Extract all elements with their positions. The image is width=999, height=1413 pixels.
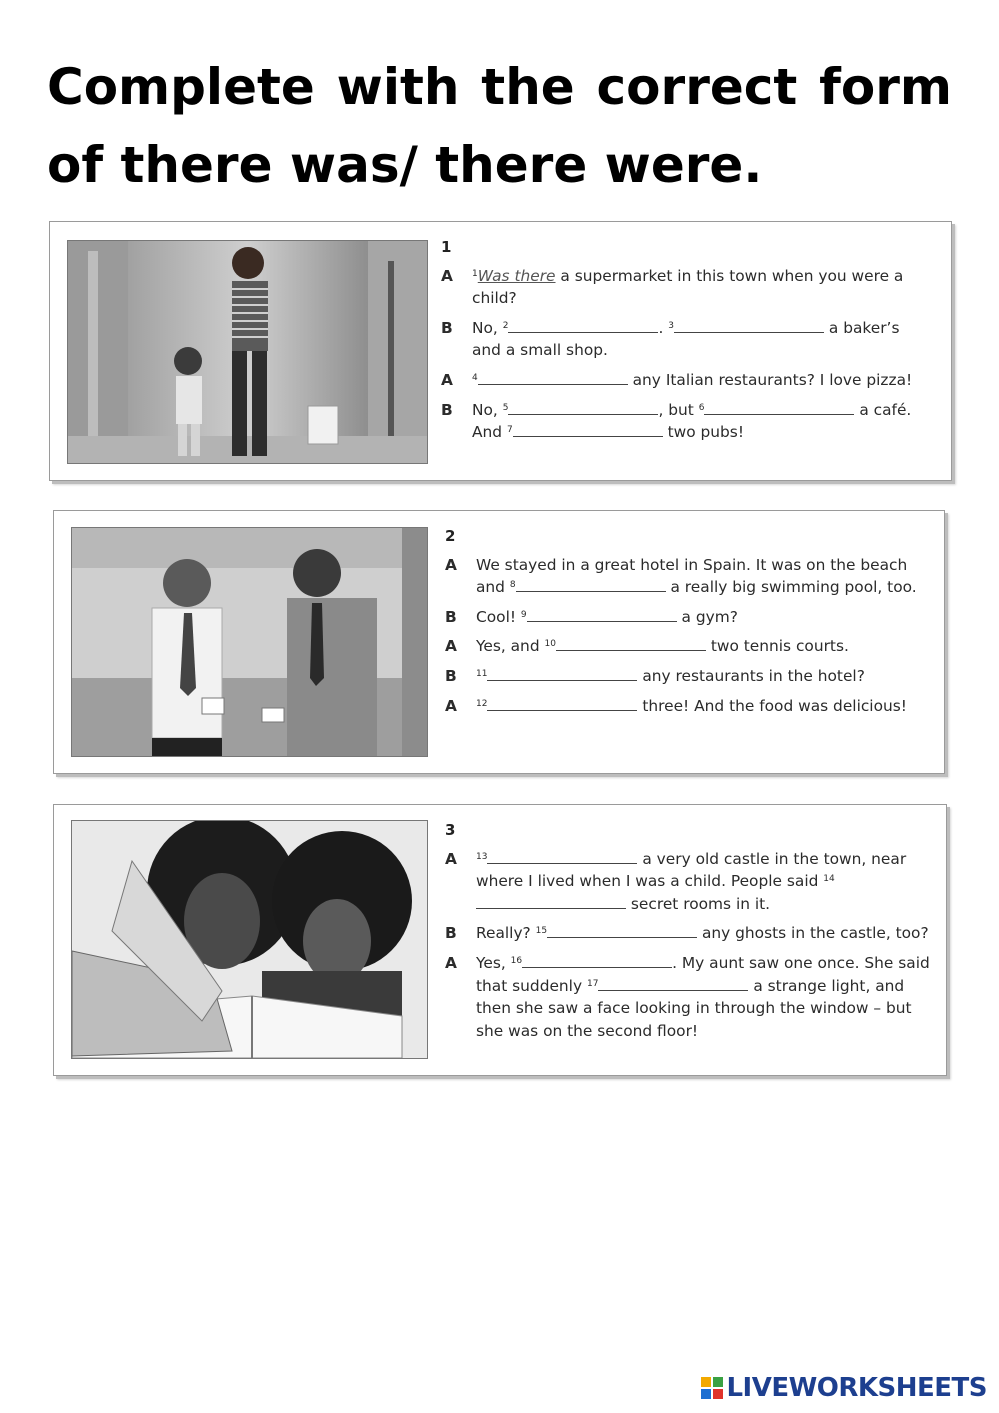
dialogue-text: any Italian restaurants? I love pizza! (627, 370, 913, 389)
gap-number: 3 (668, 320, 674, 331)
answer-blank[interactable] (513, 424, 663, 437)
answer-blank[interactable] (478, 372, 628, 385)
gap-number: 8 (509, 580, 516, 591)
speaker-label: A (441, 266, 453, 285)
gap-number: 15 (535, 926, 548, 937)
dialogue-line (445, 952, 935, 1042)
dialogue-text: three! And the food was delicious! (637, 696, 907, 715)
dialogue-text: a café. And (472, 400, 912, 442)
dialogue-text: a gym? (676, 607, 738, 626)
exercise-panel-1 (49, 221, 952, 481)
dialogue-text: a baker’s and a small shop. (472, 318, 900, 360)
dialogue-text: two pubs! (662, 423, 744, 442)
answer-blank[interactable] (516, 579, 666, 592)
answer-blank[interactable] (476, 896, 626, 909)
dialogue-text: a strange light, and then she saw a face looking in through the window – but she was on the second floor! (476, 976, 912, 1040)
dialogue-line (445, 922, 935, 945)
dialogue-text: No, (472, 400, 503, 419)
dialogue-line (445, 554, 935, 599)
dialogue-text: secret rooms in it. (626, 894, 771, 913)
exercise-panel-3 (53, 804, 947, 1076)
liveworksheets-logo (701, 1373, 987, 1403)
gap-number: 16 (510, 955, 523, 966)
dialogue-text: We stayed in a great hotel in Spain. It was on the beach and (476, 555, 908, 597)
exercise-number: 3 (445, 821, 456, 839)
dialogue-text: . My aunt saw one once. She said that suddenly (476, 953, 930, 995)
speaker-label: B (441, 318, 453, 337)
dialogue-line (445, 848, 935, 916)
dialogue-line (441, 399, 931, 444)
answer-blank[interactable] (598, 978, 748, 991)
photo-mother-daughter-shopping (67, 240, 428, 464)
exercise-number: 2 (445, 527, 456, 545)
gap-number: 10 (544, 639, 556, 650)
answer-blank[interactable] (487, 668, 637, 681)
exercise-number: 1 (441, 238, 452, 256)
answer-blank[interactable] (527, 609, 677, 622)
dialogue-2 (445, 525, 935, 724)
dialogue-text: a really big swimming pool, too. (665, 578, 917, 597)
dialogue-line (441, 369, 931, 392)
example-answer: Was there (477, 266, 556, 285)
dialogue-line (445, 635, 935, 658)
speaker-label: B (445, 666, 457, 685)
dialogue-text: Cool! (476, 607, 521, 626)
gap-number: 14 (823, 874, 835, 885)
gap-number: 1 (472, 268, 478, 279)
dialogue-text: Really? (476, 924, 536, 943)
gap-number: 17 (586, 978, 599, 989)
answer-blank[interactable] (704, 402, 854, 415)
logo-text: LIVEWORKSHEETS (726, 1373, 987, 1403)
gap-number: 9 (520, 609, 527, 620)
answer-blank[interactable] (674, 320, 824, 333)
gap-number: 5 (502, 402, 509, 413)
speaker-label: B (445, 924, 457, 943)
answer-blank[interactable] (547, 925, 697, 938)
worksheet-title: Complete with the correct form of there was/ there were. (47, 58, 952, 194)
answer-blank[interactable] (487, 851, 637, 864)
liveworksheets-logo-icon (701, 1377, 723, 1399)
photo-two-men-talking (71, 527, 428, 757)
gap-number: 13 (476, 851, 488, 862)
answer-blank[interactable] (508, 320, 658, 333)
gap-number: 4 (472, 372, 478, 383)
dialogue-text: , but (658, 400, 699, 419)
speaker-label: B (441, 400, 453, 419)
dialogue-line (441, 317, 931, 362)
dialogue-text: a supermarket in this town when you were a child? (472, 266, 904, 308)
speaker-label: A (445, 555, 457, 574)
answer-blank[interactable] (522, 955, 672, 968)
dialogue-text: No, (472, 318, 503, 337)
gap-number: 12 (476, 698, 488, 709)
dialogue-text: Yes, and (476, 637, 545, 656)
answer-blank[interactable] (508, 402, 658, 415)
speaker-label: A (445, 637, 457, 656)
speaker-label: A (445, 953, 457, 972)
dialogue-line (441, 265, 931, 310)
exercise-panel-2 (53, 510, 945, 774)
speaker-label: A (445, 849, 457, 868)
gap-number: 2 (502, 320, 509, 331)
answer-blank[interactable] (487, 698, 637, 711)
answer-blank[interactable] (556, 638, 706, 651)
dialogue-text: Yes, (476, 953, 511, 972)
gap-number: 11 (476, 668, 488, 679)
dialogue-text: any restaurants in the hotel? (637, 666, 865, 685)
dialogue-line (445, 665, 935, 688)
dialogue-text: a very old castle in the town, near where I lived when I was a child. People said (476, 849, 907, 891)
dialogue-3 (445, 819, 935, 1049)
dialogue-line (445, 695, 935, 718)
dialogue-text: . (658, 318, 669, 337)
dialogue-1 (441, 236, 931, 451)
photo-woman-girl-reading-book (71, 820, 428, 1059)
speaker-label: A (445, 696, 457, 715)
gap-number: 6 (698, 402, 705, 413)
speaker-label: A (441, 370, 453, 389)
dialogue-text: any ghosts in the castle, too? (697, 924, 929, 943)
speaker-label: B (445, 607, 457, 626)
dialogue-text: two tennis courts. (705, 637, 849, 656)
gap-number: 7 (506, 425, 513, 436)
dialogue-line (445, 606, 935, 629)
